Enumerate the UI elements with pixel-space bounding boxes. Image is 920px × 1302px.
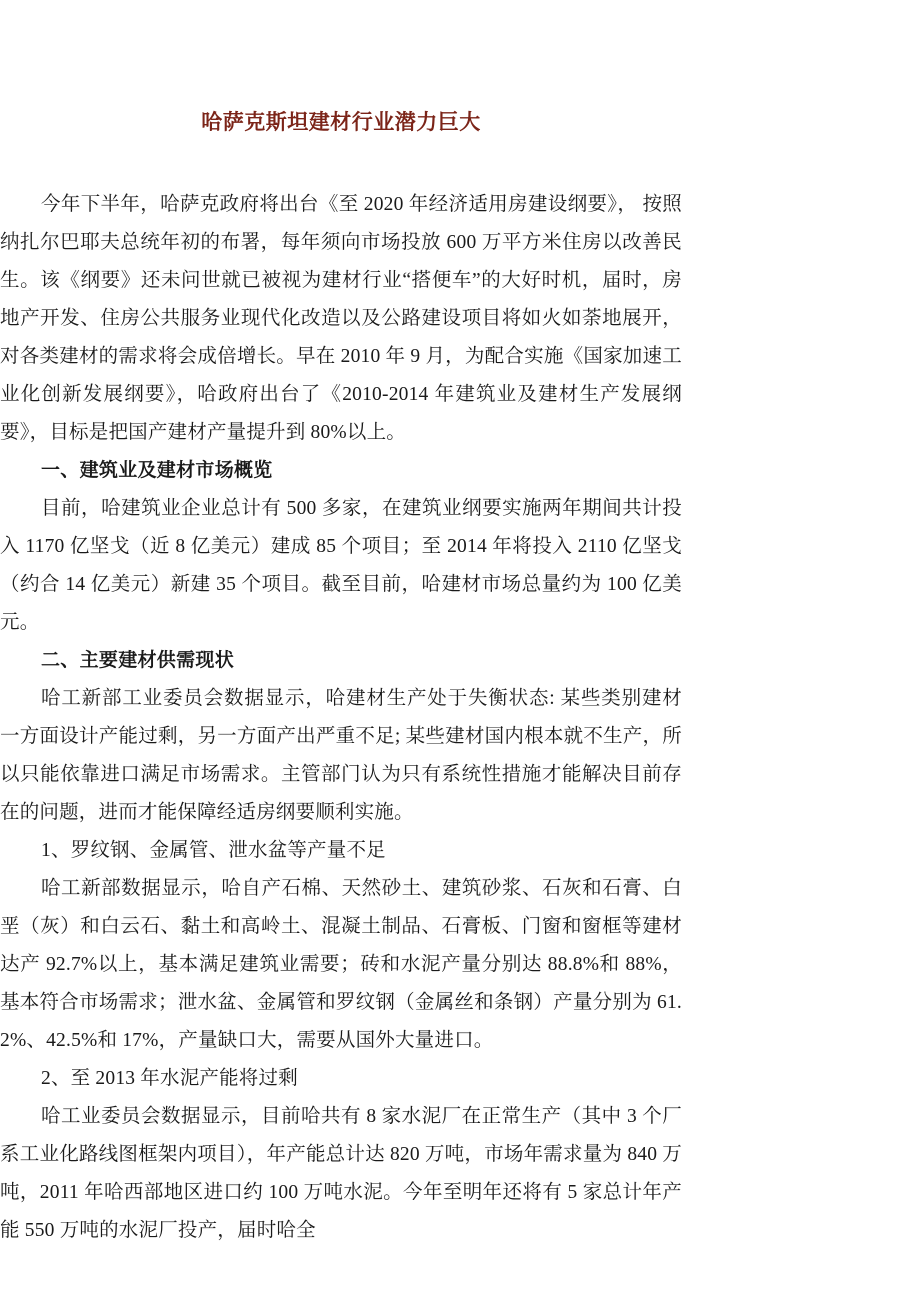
document-body (0, 186, 682, 1250)
paragraph-section-2-body: 哈工新部工业委员会数据显示，哈建材生产处于失衡状态: 某些类别建材一方面设计产能过剩，另一方面产出严重不足; 某些建材国内根本就不生产，所以只能依靠进口满足市场需求。主管部门认为只有系统性措施才能解决目前存在的问题，进而才能保障经适房纲要顺利实施。 (0, 688, 682, 823)
sub-heading-2: 2、至 2013 年水泥产能将过剩 (41, 1068, 298, 1089)
paragraph-sub-2-body: 哈工业委员会数据显示，目前哈共有 8 家水泥厂在正常生产（其中 3 个厂系工业化路线图框架内项目），年产能总计达 820 万吨，市场年需求量为 840 万吨，2011 年哈西部地区进口约 100 万吨水泥。今年至明年还将有 5 家总计年产能 550 万吨的水泥厂投产，届时哈全 (0, 1106, 682, 1241)
paragraph-sub-1-body: 哈工新部数据显示，哈自产石棉、天然砂土、建筑砂浆、石灰和石膏、白垩（灰）和白云石、黏土和高岭土、混凝土制品、石膏板、门窗和窗框等建材达产 92.7%以上，基本满足建筑业需要；砖和水泥产量分别达 88.8%和 88%，基本符合市场需求；泄水盆、金属管和罗纹钢（金属丝和条钢）产量分别为 61.2%、42.5%和 17%，产量缺口大，需要从国外大量进口。 (0, 878, 682, 1051)
sub-heading-1: 1、罗纹钢、金属管、泄水盆等产量不足 (41, 840, 386, 861)
section-heading-2: 二、主要建材供需现状 (41, 650, 235, 671)
paragraph-section-1-body: 目前，哈建筑业企业总计有 500 多家，在建筑业纲要实施两年期间共计投入 1170 亿坚戈（近 8 亿美元）建成 85 个项目；至 2014 年将投入 2110 亿坚戈（约合 14 亿美元）新建 35 个项目。截至目前，哈建材市场总量约为 100 亿美元。 (0, 498, 682, 633)
page-title: 哈萨克斯坦建材行业潜力巨大 (201, 111, 481, 134)
paragraph-intro: 今年下半年，哈萨克政府将出台《至 2020 年经济适用房建设纲要》， 按照纳扎尔巴耶夫总统年初的布署，每年须向市场投放 600 万平方米住房以改善民生。该《纲要》还未问世就已被视为建材行业“搭便车”的大好时机，届时，房地产开发、住房公共服务业现代化改造以及公路建设项目将如火如荼地展开，对各类建材的需求将会成倍增长。早在 2010 年 9 月，为配合实施《国家加速工业化创新发展纲要》，哈政府出台了《2010-2014 年建筑业及建材生产发展纲要》，目标是把国产建材产量提升到 80%以上。 (0, 194, 682, 443)
section-heading-1: 一、建筑业及建材市场概览 (41, 460, 273, 481)
